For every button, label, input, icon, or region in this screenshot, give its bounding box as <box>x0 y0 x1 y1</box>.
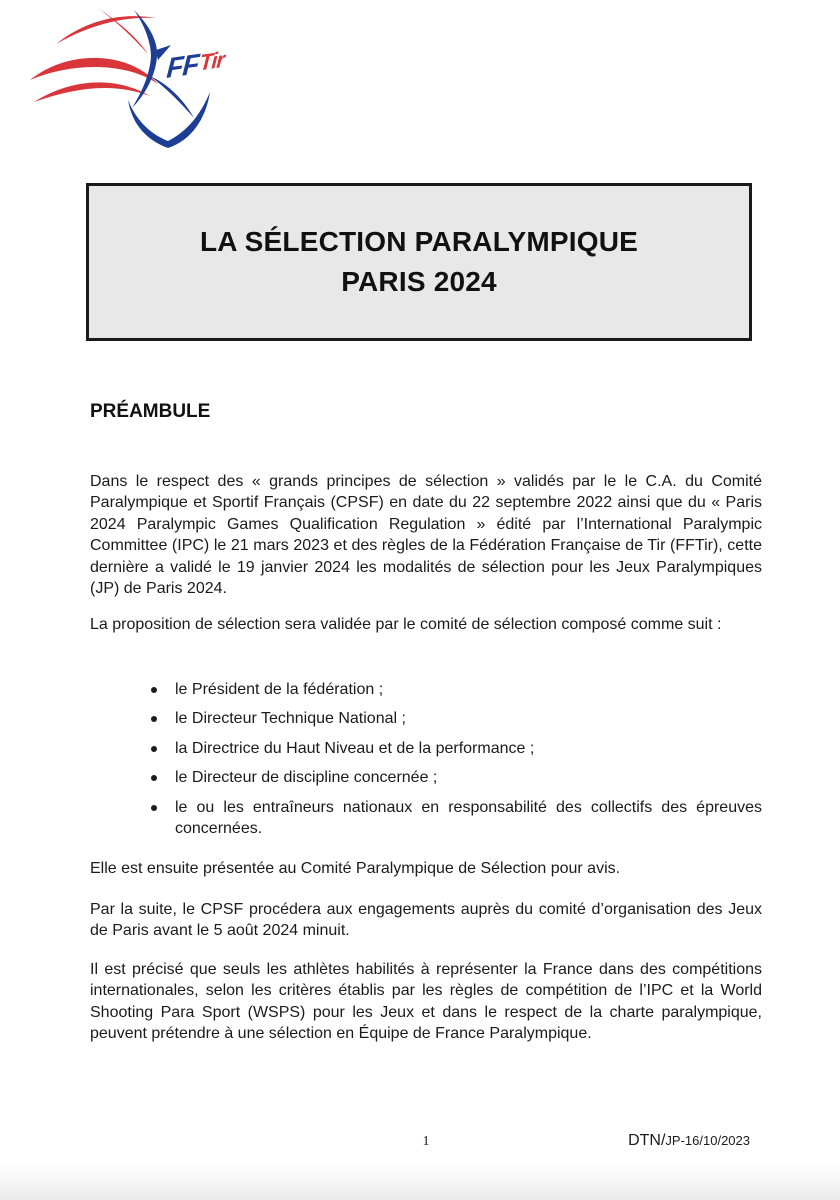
bullet-icon <box>151 775 157 781</box>
footer-doc-ref-prefix: DTN/ <box>628 1132 666 1149</box>
fftir-logo <box>30 8 270 163</box>
list-item-text: le Directeur Technique National ; <box>175 710 406 728</box>
bullet-icon <box>151 746 157 752</box>
list-item <box>90 797 762 840</box>
list-item <box>90 767 762 788</box>
preambule-heading: PRÉAMBULE <box>90 401 211 422</box>
paragraph-engagement-deadline: Par la suite, le CPSF procédera aux engagements auprès du comité d’organisation des Jeux de Paris avant le 5 août 2024 minuit. <box>90 901 762 940</box>
committee-members-list <box>90 679 762 847</box>
paragraph-eligibility: Il est précisé que seuls les athlètes habilités à représenter la France dans des compétitions internationales, selon les critères établis par les règles de compétition de l’IPC et la World Shooting Para Sport (WSPS) pour les Jeux et dans le respect de la charte paralympique, peuvent prétendre à une sélection en Équipe de France Paralympique. <box>90 961 762 1043</box>
title-line-1: LA SÉLECTION PARALYMPIQUE <box>199 226 638 257</box>
svg-text:FFTir <box>166 43 228 84</box>
paragraph-selection-committee: La proposition de sélection sera validée par le comité de sélection composé comme suit : <box>90 616 722 633</box>
title-line-2: PARIS 2024 <box>341 266 497 297</box>
list-item-text: la Directrice du Haut Niveau et de la performance ; <box>175 739 535 757</box>
bullet-icon <box>151 716 157 722</box>
footer-doc-ref <box>628 1132 750 1150</box>
logo-wordmark <box>166 43 228 84</box>
paragraph-selection-principles: Dans le respect des « grands principes de sélection » validés par le le C.A. du Comité Paralympique et Sportif Français (CPSF) en date du 22 septembre 2022 ainsi que du « Paris 2024 Paralympic Games Qualification Regulation » édité par l’International Paralympic Committee (IPC) le 21 mars 2023 et des règles de la Fédération Française de Tir (FFTir), cette dernière a validé le 19 janvier 2024 les modalités de sélection pour les Jeux Paralympiques (JP) de Paris 2024. <box>90 473 762 598</box>
footer-doc-ref-suffix: JP-16/10/2023 <box>665 1133 750 1148</box>
logo-wordmark-ff: FF <box>165 47 200 85</box>
list-item <box>90 738 762 759</box>
list-item <box>90 708 762 729</box>
list-item-text: le Président de la fédération ; <box>175 681 384 698</box>
list-item-text: le Directeur de discipline concernée ; <box>175 769 438 787</box>
bullet-icon <box>151 687 157 693</box>
page-bottom-edge <box>0 1162 840 1200</box>
list-item <box>90 679 762 700</box>
logo-wordmark-tir: Tir <box>198 46 225 76</box>
paragraph-cpsf-advice: Elle est ensuite présentée au Comité Paralympique de Sélection pour avis. <box>90 860 621 877</box>
bullet-icon <box>151 805 157 811</box>
title-box <box>86 183 752 341</box>
list-item-text: le ou les entraîneurs nationaux en responsabilité des collectifs des épreuves concernées. <box>175 798 762 838</box>
page-footer <box>90 1134 762 1158</box>
footer-page-number: 1 <box>422 1134 430 1149</box>
